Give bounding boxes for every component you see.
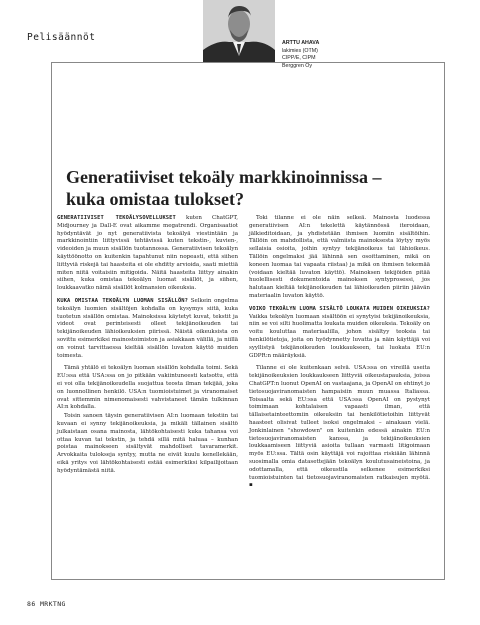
paragraph-text: kuten ChatGPT, Midjourney ja Dall-E ovat aikamme megatrendi. Organisaatiot hyödyntävät jo nyt generatiivista tekoälyä viestintään ja markkinointiin liittyvissä tehtävissä kuten tekstin-, kuvien-, videoiden ja muun sisällön tuotannossa. Generatiivisen tekoälyn käyttöönotto on kuitenkin tapahtunut niin nopeasti, että siihen liittyviä riskejä tai haasteita ei ole ehditty arvioida, saati miettiä miten niitä voitaisiin mitigoida. Näitä haasteita liittyy ainakin siihen, kuka omistaa tekoälyn luomat sisällöt, ja siihen, loukkaavatko nämä sisällöt kolmansien oikeuksia. (57, 215, 238, 292)
article-column-left (57, 215, 238, 477)
paragraph-text: Vaikka tekoälyn luomaan sisältöön ei synytyisi tekijänoikeuksia, niin se voi silti huolimatta loukata muiden oikeuksia. Tekoäly on voitu kouluttaa materiaalilla, johon sisältyy teoksia tai henkilötietoja, joita on hyödynnetty luvatta ja näin käyttäjä voi syyllistyä tekijänoikeuden loukkaukseen, tai luokata EU:n GDPR:n määräyksiä. (249, 313, 430, 359)
lead-in: GENERATIIVISET TEKOÄLYSOVELLUKSET (57, 215, 176, 221)
paragraph-text: Selkein ongelma tekoälyn luomien sisältöjen kohdalla on kysymys siitä, kuka tuotetun sisällön omistaa. Mainoksissa käytetyt kuvat, tekstit ja videot ovat perinteisesti olleet tekijänoikeuden tai tekijänoikeuden lähioikeuksien piirissä. Näistä oikeuksista on sovittu esimerkiksi mainostoimiston ja asiakkaan välillä, ja niillä on voinut tarvittaessa kieltää sisällön luvaton käyttö muiden toimesta. (57, 297, 238, 359)
page-folio: 86 MRKTNG (27, 600, 66, 608)
article-title: Generatiiviset tekoäly markkinoinnissa – kuka omistaa tulokset? (66, 167, 382, 209)
article-column-right (249, 215, 430, 491)
section-label: Pelisäännöt (27, 32, 96, 43)
author-certifications: CIPP/E, CIPM (282, 55, 316, 62)
paragraph: Toisin sanoen täysin generatiivisen AI:n luomaan tekstiin tai kuvaan ei synny tekijänoikeuksia, ja mikäli tällainen sisältö julkaistaan osana mainosta, lähtökohtaisesti kuka tahansa voi ottaa kuvan tai tekstin, ja tehdä sillä mitä haluaa – kunhan poistaa mainokseen sisältyvät mahdolliset tavaramerkit. Arvokkaita tulokseja syntyy, mutta ne eivät kuulu kenellekään, eikä yritys voi lähtökohtaisesti estää esimerkiksi kilpailijoitaan hyödyntämästä niitä. (57, 413, 238, 474)
paragraph (249, 306, 430, 361)
subheading: VOIKO TEKOÄLYN LUOMA SISÄLTÖ LOUKATA MUIDEN OIKEUKSIA? (249, 305, 430, 312)
paragraph: Tämä yhtälö ei tekoälyn luoman sisällön kohdalla toimi. Sekä EU:ssa että USA:ssa on jo pitkään vakiintuneesti katsottu, että ei voi olla tekijänoikeudella suojattua teosta ilman tekijää, joka on luonnollinen henkilö. USA:n tuomioistuimet ja viranomaiset ovat sittemmin nimenomaisesti vahvistaneet tämän tulkinnan AI:n kohdalla. (57, 365, 238, 411)
author-title: lakimies (OTM) (282, 47, 318, 54)
author-info (282, 40, 319, 70)
paragraph (57, 298, 238, 360)
author-company: Berggren Oy (282, 62, 313, 69)
author-name: ARTTU AHAVA (282, 40, 320, 46)
subheading: KUKA OMISTAA TEKOÄLYN LUOMAN SISÄLLÖN? (57, 297, 188, 304)
paragraph: Toki tilanne ei ole näin selkeä. Mainosta luodessa generatiivisen AI:n tekelettä käytännössä iteroidaan, jälkieditoidaan, ja yhdistetään ihmisen luomiin sisältöihin. Tällöin on mahdollista, että valmiista mainoksesta löytyy myös sellaisia osioita, joihin syntyy tekijänoikeus tai lähioikeus. Tällöin ongelmaksi jää lähinnä sen osoittaminen, mikä on koneen luomaa tai vapaata riistaa) ja mikä on ihmisen tekemää (voidaan kieltää luvaton käyttö). Mainoksen tekijöiden pitää huolellisesti dokumentoida mainoksen syntyprosessi, jos halutaan kieltää tekijänoikeuden tai lähioikeuden piiriin jäävän materiaalin luvaton käyttö. (249, 215, 430, 299)
paragraph: Tilanne ei ole kuitenkaan selvä. USA:ssa on vireillä useita tekijänoikeuksien loukkaukseen liittyviä oikeustapauksia, joissa ChatGPT:n luonut OpenAI on vastaajana, ja OpenAI on ehtinyt jo tietosuojaviranomaisten hampaisiin muun muassa Italiassa. Toisaalta sekä EU:ssa että USA:ssa OpenAI on pystynyt toimimaan kohtalaisen vapaasti ilman, että tällaisetainteettomiin oikeuksiin tai henkilötietoihin liittyvät haasteet olisivat tulleet isoksi ongelmaksi – ainakaan vielä. Jonkinlainen "showdown" on kuitenkin edessä ainakin EU:n tietosuojaviranomaisten kanssa, ja tekijänoikeuksien loukkaamiseen liittyviä asioita tullaan varmasti litigoimaan myös EU:ssa. Tältä osin käyttäjä voi rajoittaa riskiään lähinnä suosimalla omia datasettejään tekoälyn koulutusaineistoina, ja odottamalla, että oikeustila selkenee esimerkiksi tuomioistuinten tai tietosuojaviranomaisten ratkaisujen myötä. ▪ (249, 365, 430, 489)
author-portrait-image (203, 0, 275, 62)
author-photo (203, 0, 275, 62)
paragraph (57, 215, 238, 293)
